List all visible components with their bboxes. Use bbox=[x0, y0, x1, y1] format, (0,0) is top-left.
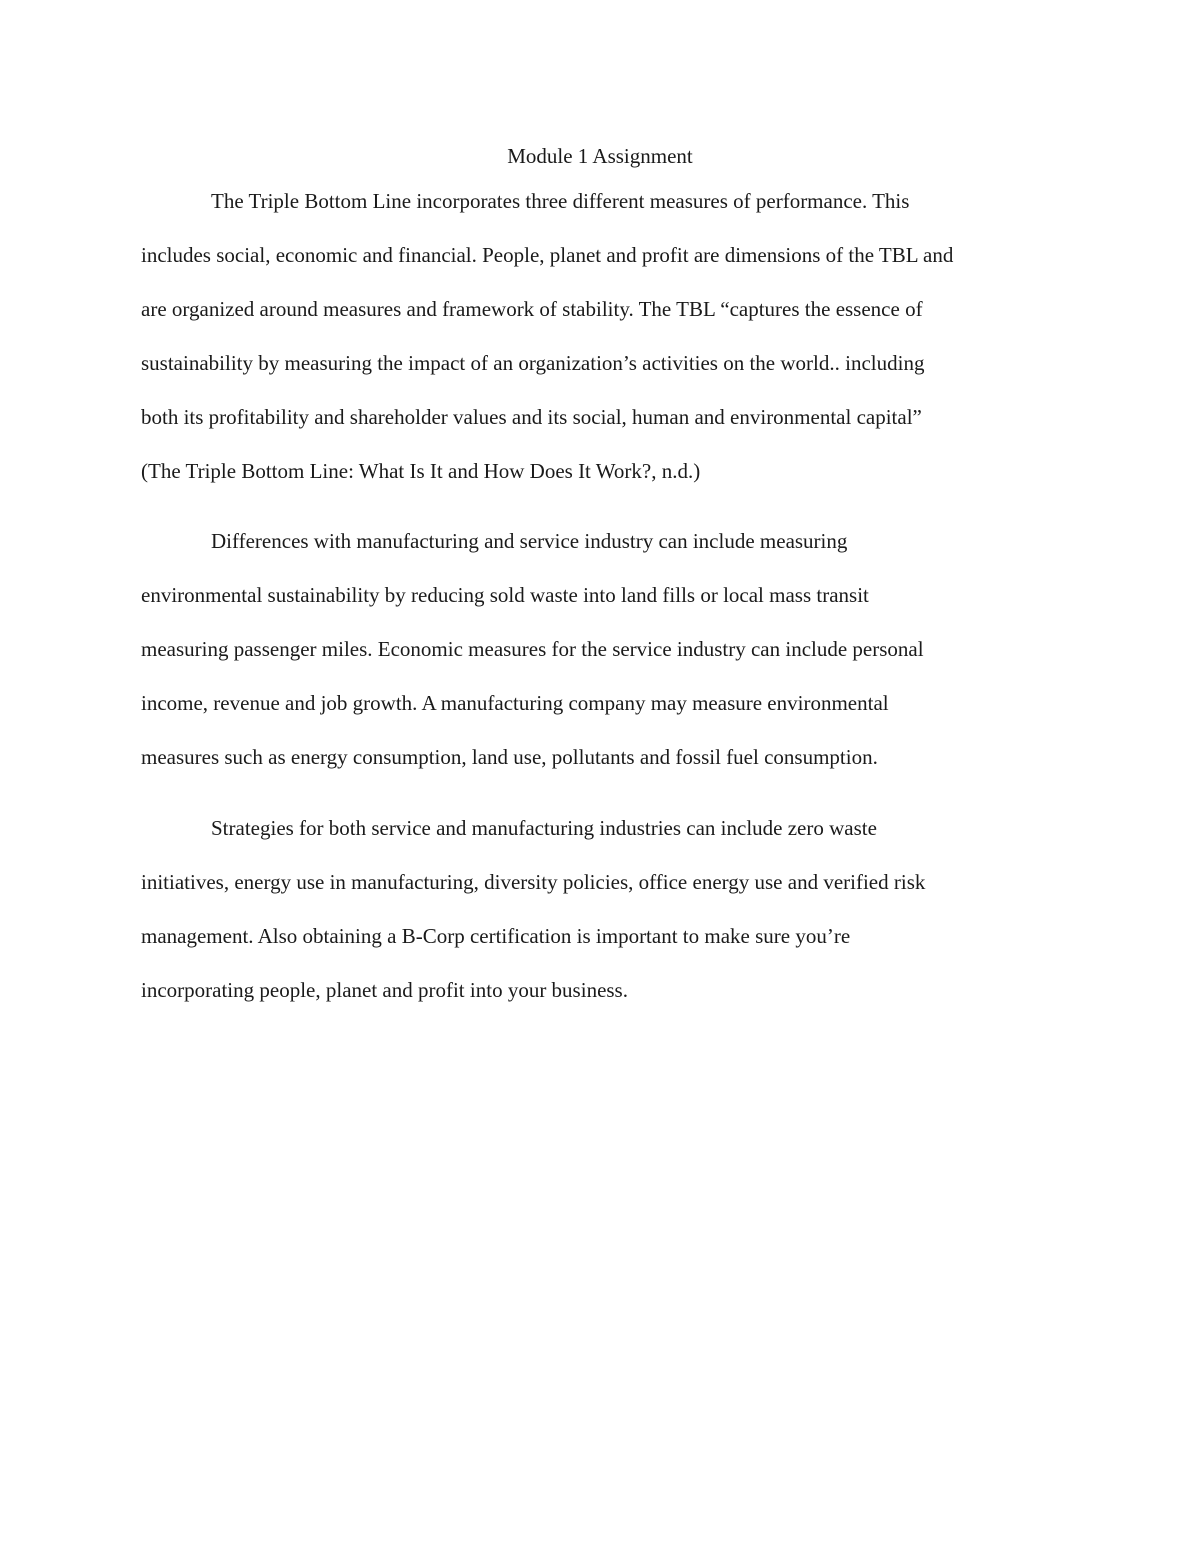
paragraph-line: includes social, economic and financial. People, planet and profit are dimensions of the TBL and bbox=[141, 243, 954, 267]
paragraph-line: incorporating people, planet and profit into your business. bbox=[141, 978, 628, 1002]
paragraph-differences bbox=[141, 526, 1061, 772]
paragraph-line: The Triple Bottom Line incorporates three different measures of performance. This bbox=[211, 189, 910, 213]
paragraph-line: sustainability by measuring the impact of an organization’s activities on the world.. including bbox=[141, 351, 925, 375]
paragraph-line: initiatives, energy use in manufacturing, diversity policies, office energy use and verified risk bbox=[141, 870, 926, 894]
paragraph-line: income, revenue and job growth. A manufacturing company may measure environmental bbox=[141, 691, 889, 715]
paragraph-line: Strategies for both service and manufacturing industries can include zero waste bbox=[211, 816, 877, 840]
paragraph-line: measures such as energy consumption, land use, pollutants and fossil fuel consumption. bbox=[141, 745, 878, 769]
paragraph-line: measuring passenger miles. Economic measures for the service industry can include personal bbox=[141, 637, 924, 661]
document-title: Module 1 Assignment bbox=[507, 144, 693, 168]
paragraph-strategies bbox=[141, 813, 1061, 1005]
paragraph-triple-bottom-line bbox=[141, 186, 1061, 486]
paragraph-line: management. Also obtaining a B-Corp certification is important to make sure you’re bbox=[141, 924, 851, 948]
paragraph-line: (The Triple Bottom Line: What Is It and How Does It Work?, n.d.) bbox=[141, 459, 701, 483]
paragraph-line: are organized around measures and framework of stability. The TBL “captures the essence of bbox=[141, 297, 923, 321]
paragraph-line: Differences with manufacturing and service industry can include measuring bbox=[211, 529, 848, 553]
paragraph-line: environmental sustainability by reducing sold waste into land fills or local mass transit bbox=[141, 583, 869, 607]
paragraph-line: both its profitability and shareholder values and its social, human and environmental capital” bbox=[141, 405, 922, 429]
